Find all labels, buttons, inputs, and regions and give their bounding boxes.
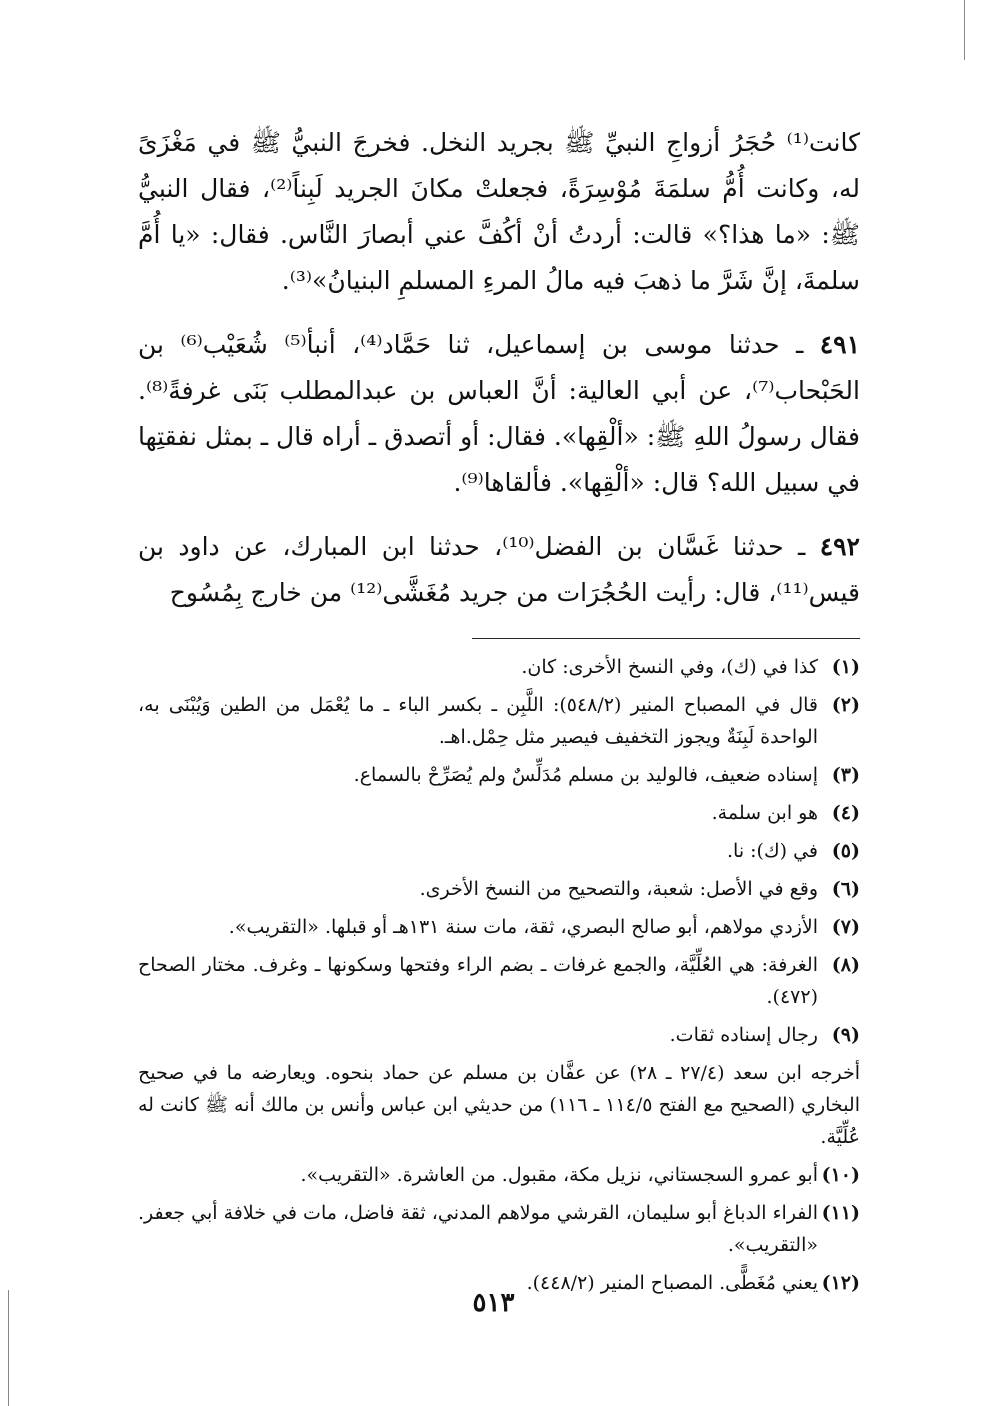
footnote-text: إسناده ضعيف، فالوليد بن مسلم مُدَلِّسٌ ولم يُصَرِّحْ بالسماع. — [353, 764, 818, 786]
footnote-number: (٣) — [831, 764, 860, 786]
footnote-number: (٦) — [831, 878, 860, 900]
footnote-text: قال في المصباح المنير (٥٤٨/٢): اللَّبِن ـ بكسر الباء ـ ما يُعْمَل من الطين وَيُبْنَى به، الواحدة لَبِنَةٌ ويجوز التخفيف فيصير مثل حِمْل.اهـ. — [138, 694, 819, 748]
footnote-text: كذا في (ك)، وفي النسخ الأخرى: كان. — [521, 656, 818, 678]
footnote-number: (١٢) — [821, 1272, 860, 1294]
footnote-text: يعني مُغَطًّى. المصباح المنير (٤٤٨/٢). — [526, 1272, 818, 1294]
hadith-text-492: ـ حدثنا غَسَّان بن الفضل⁽¹⁰⁾، حدثنا ابن المبارك، عن داود بن قيس⁽¹¹⁾، قال: رأيت الحُجُرَات من جريد مُغَشَّى⁽¹²⁾ من خارج بِمُسُوح — [138, 532, 860, 607]
footnote-text: في (ك): نا. — [726, 840, 818, 862]
footnote-item — [138, 911, 860, 943]
footnote-9-continuation: أخرجه ابن سعد (٢٧/٤ ـ ٢٨) عن عفَّان بن مسلم عن حماد بنحوه. ويعارضه ما في صحيح البخاري (الصحيح مع الفتح ١١٤/٥ ـ ١١٦) من حديثي ابن عباس وأنس بن مالك أنه ﷺ كانت له عُلِّيَّة. — [138, 1062, 860, 1148]
footnote-text: الأزدي مولاهم، أبو صالح البصري، ثقة، مات سنة ١٣١هـ أو قبلها. «التقريب». — [228, 916, 818, 938]
footnote-item — [138, 759, 860, 791]
hadith-text-491: ـ حدثنا موسى بن إسماعيل، ثنا حَمَّاد⁽⁴⁾، أنبأ⁽⁵⁾ شُعَيْب⁽⁶⁾ بن الحَبْحاب⁽⁷⁾، عن أبي العالية: أنَّ العباس بن عبدالمطلب بَنَى غرفةً⁽⁸⁾. فقال رسولُ اللهِ ﷺ: «ألْقِها». فقال: أو أتصدق ـ أراه قال ـ بمثل نفقتِها في سبيل الله؟ قال: «ألْقِها». فألقاها⁽⁹⁾. — [138, 330, 860, 497]
hadith-number-492: ٤٩٢ — [819, 532, 860, 561]
footnote-text: رجال إسناده ثقات. — [669, 1024, 818, 1046]
paragraph-491 — [138, 322, 860, 506]
footnote-number: (١) — [831, 656, 860, 678]
main-text — [138, 120, 860, 616]
page-number: ٥١٣ — [472, 1288, 515, 1318]
paragraph-492 — [138, 524, 860, 616]
footnote-number: (٤) — [831, 802, 860, 824]
footnote-text: أبو عمرو السجستاني، نزيل مكة، مقبول. من العاشرة. «التقريب». — [300, 1164, 818, 1186]
footnote-number: (١٠) — [821, 1164, 860, 1186]
footnote-number: (٢) — [831, 694, 860, 716]
scan-edge-line — [964, 0, 965, 60]
footnote-number: (٧) — [831, 916, 860, 938]
footnote-separator — [472, 638, 860, 639]
footnote-item — [138, 835, 860, 867]
footnote-item — [138, 1159, 860, 1191]
page-content — [138, 120, 860, 1305]
footnote-item — [138, 949, 860, 1013]
paragraph-1: كانت⁽¹⁾ حُجَرُ أزواجِ النبيِّ ﷺ بجريد النخل. فخرجَ النبيُّ ﷺ في مَغْزَىً له، وكانت أُمُّ سلمَةَ مُوْسِرَةً، فجعلتْ مكانَ الجريد لَبِناً⁽²⁾، فقال النبيُّ ﷺ: «ما هذا؟» قالت: أردتُ أنْ أكُفَّ عني أبصارَ النَّاس. فقال: «يا أُمَّ سلمةَ، إنَّ شَرَّ ما ذهبَ فيه مالُ المرءِ المسلمِ البنيانُ»⁽³⁾. — [138, 128, 860, 295]
footnote-text: الفراء الدباغ أبو سليمان، القرشي مولاهم المدني، ثقة فاضل، مات في خلافة أبي جعفر. «التقريب». — [138, 1202, 818, 1256]
footnote-item — [138, 873, 860, 905]
footnote-text: الغرفة: هي العُلِّيَّة، والجمع غرفات ـ بضم الراء وفتحها وسكونها ـ وغرف. مختار الصحاح (٤٧٢). — [138, 954, 818, 1008]
footnote-item — [138, 1019, 860, 1051]
footnote-number: (٩) — [831, 1024, 860, 1046]
footnote-text: وقع في الأصل: شعبة، والتصحيح من النسخ الأخرى. — [419, 878, 818, 900]
footnote-item — [138, 1197, 860, 1261]
footnote-number: (٥) — [831, 840, 860, 862]
footnote-item — [138, 689, 860, 753]
footnote-item — [138, 651, 860, 683]
footnote-item — [138, 797, 860, 829]
footnote-number: (١١) — [821, 1202, 860, 1224]
footnotes — [138, 651, 860, 1299]
footnote-text: هو ابن سلمة. — [711, 802, 818, 824]
footnote-number: (٨) — [831, 954, 860, 976]
hadith-number-491: ٤٩١ — [819, 330, 861, 359]
